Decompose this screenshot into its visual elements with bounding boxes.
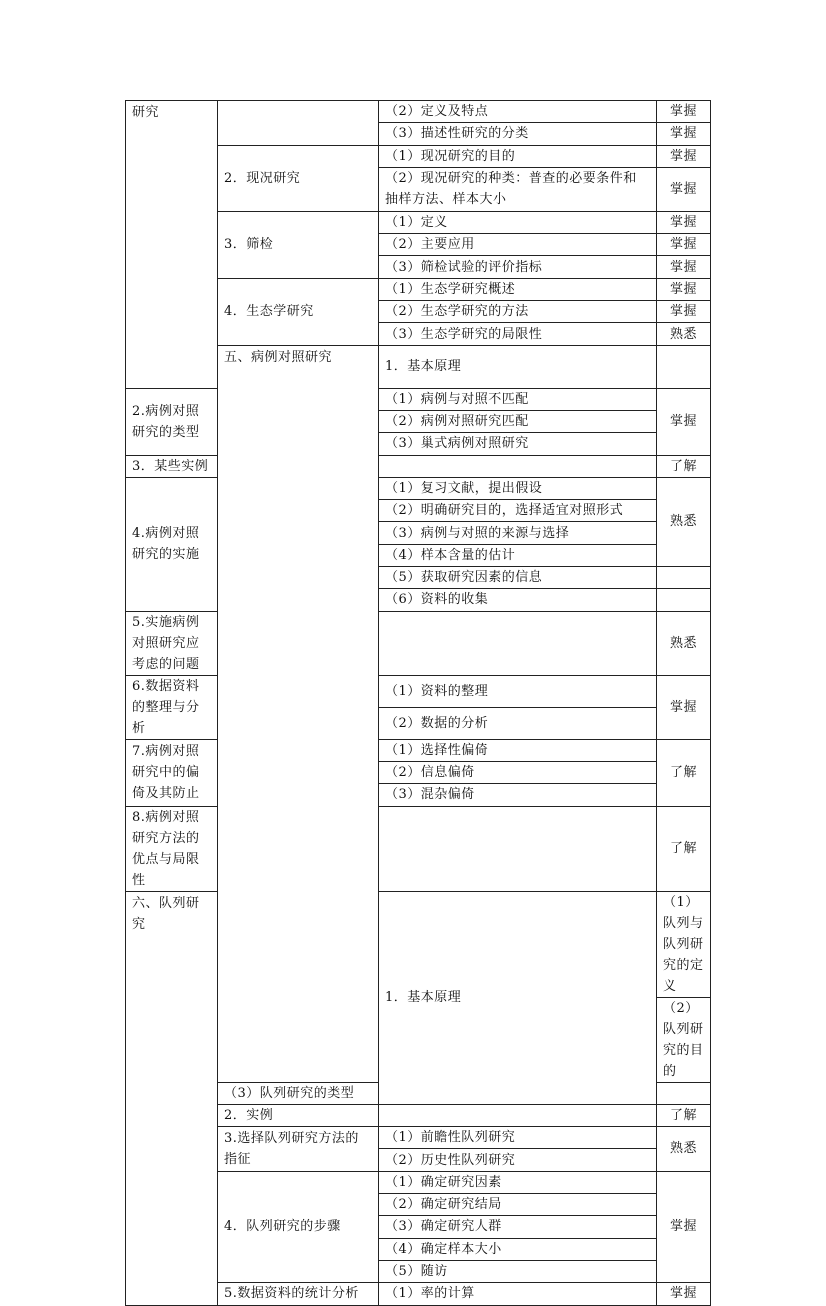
requirement-cell: 掌握 [657,388,711,455]
subtopic-cell: （6）资料的收集 [379,589,657,611]
subtopic-cell: （1）率的计算 [379,1283,657,1305]
topic-cell: 3.选择队列研究方法的指征 [218,1127,379,1172]
subtopic-cell: （1）定义 [379,211,657,233]
table-row [126,806,711,891]
subtopic-cell: （1）生态学研究概述 [379,278,657,300]
unit-cell: 研究 [126,101,218,389]
requirement-cell: 掌握 [657,101,711,123]
subtopic-cell [379,1104,657,1126]
subtopic-cell: （5）获取研究因素的信息 [379,567,657,589]
topic-cell: 5.实施病例对照研究应考虑的问题 [126,611,218,675]
table-row [126,739,711,761]
requirement-cell: 掌握 [657,675,711,739]
subtopic-cell: （4）样本含量的估计 [379,544,657,566]
table-row [126,101,711,123]
subtopic-cell: （1）现况研究的目的 [379,145,657,167]
requirement-cell: 熟悉 [657,323,711,345]
subtopic-cell: （2）现况研究的种类：普查的必要条件和抽样方法、样本大小 [379,167,657,211]
unit-cell: 五、病例对照研究 [218,345,379,1082]
subtopic-cell [379,806,657,891]
subtopic-cell: （4）确定样本大小 [379,1238,657,1260]
table-row [126,388,711,410]
subtopic-cell: （1）前瞻性队列研究 [379,1127,657,1149]
subtopic-cell: （2）队列研究的目的 [657,997,711,1082]
subtopic-cell: （3）病例与对照的来源与选择 [379,522,657,544]
topic-cell: 3．某些实例 [126,455,218,477]
subtopic-cell: （2）定义及特点 [379,101,657,123]
subtopic-cell: （1）选择性偏倚 [379,739,657,761]
subtopic-cell: （1）复习文献，提出假设 [379,477,657,499]
requirement-cell: 熟悉 [657,611,711,675]
requirement-cell [657,567,711,589]
topic-cell [218,101,379,146]
subtopic-cell: （3）筛检试验的评价指标 [379,256,657,278]
table-row [126,455,711,477]
table-row [126,477,711,499]
subtopic-cell: （2）数据的分析 [379,707,657,739]
subtopic-cell: （1）确定研究因素 [379,1171,657,1193]
subtopic-cell: （3）队列研究的类型 [218,1082,379,1104]
topic-cell: 3．筛检 [218,211,379,278]
requirement-cell: 了解 [657,455,711,477]
unit-cell: 六、队列研究 [126,891,218,1305]
requirement-cell [657,589,711,611]
subtopic-cell: （3）描述性研究的分类 [379,123,657,145]
topic-cell: 8.病例对照研究方法的优点与局限性 [126,806,218,891]
subtopic-cell: （3）确定研究人群 [379,1216,657,1238]
topic-cell: 4．生态学研究 [218,278,379,345]
subtopic-cell: （5）随访 [379,1260,657,1282]
table-row [126,675,711,707]
requirement-cell: 掌握 [657,1283,711,1305]
requirement-cell: 了解 [657,739,711,806]
requirement-cell: 掌握 [657,145,711,167]
topic-cell: 1．基本原理 [379,891,657,1104]
table-row [126,891,711,997]
topic-cell: 1．基本原理 [379,345,657,388]
requirement-cell: 掌握 [657,301,711,323]
subtopic-cell: （1）病例与对照不匹配 [379,388,657,410]
subtopic-cell: （1）资料的整理 [379,675,657,707]
subtopic-cell: （3）巢式病例对照研究 [379,433,657,455]
subtopic-cell: （2）主要应用 [379,234,657,256]
subtopic-cell [657,345,711,388]
topic-cell: 6.数据资料的整理与分析 [126,675,218,739]
subtopic-cell: （2）明确研究目的，选择适宜对照形式 [379,500,657,522]
topic-cell: 2.病例对照研究的类型 [126,388,218,455]
subtopic-cell: （2）历史性队列研究 [379,1149,657,1171]
topic-cell: 5.数据资料的统计分析 [218,1283,379,1305]
requirement-cell: 了解 [657,1104,711,1126]
table-row [126,611,711,675]
subtopic-cell: （3）混杂偏倚 [379,784,657,806]
requirement-cell: 掌握 [657,1171,711,1282]
topic-cell: 2．实例 [218,1104,379,1126]
topic-cell: 2．现况研究 [218,145,379,211]
requirement-cell: 掌握 [657,234,711,256]
subtopic-cell: （3）生态学研究的局限性 [379,323,657,345]
requirement-cell: 掌握 [657,167,711,211]
requirement-cell: 掌握 [657,211,711,233]
subtopic-cell: （2）确定研究结局 [379,1194,657,1216]
subtopic-cell [379,611,657,675]
topic-cell: 4．队列研究的步骤 [218,1171,379,1282]
subtopic-cell: （2）病例对照研究匹配 [379,410,657,432]
syllabus-table [125,100,711,1306]
topic-cell: 4.病例对照研究的实施 [126,477,218,611]
topic-cell: 7.病例对照研究中的偏倚及其防止 [126,739,218,806]
requirement-cell: 掌握 [657,123,711,145]
subtopic-cell: （1）队列与队列研究的定义 [657,891,711,997]
subtopic-cell [379,455,657,477]
requirement-cell: 了解 [657,806,711,891]
requirement-cell: 熟悉 [657,477,711,566]
requirement-cell: 掌握 [657,278,711,300]
subtopic-cell: （2）信息偏倚 [379,761,657,783]
subtopic-cell: （2）生态学研究的方法 [379,301,657,323]
requirement-cell: 掌握 [657,256,711,278]
requirement-cell: 熟悉 [657,1127,711,1172]
